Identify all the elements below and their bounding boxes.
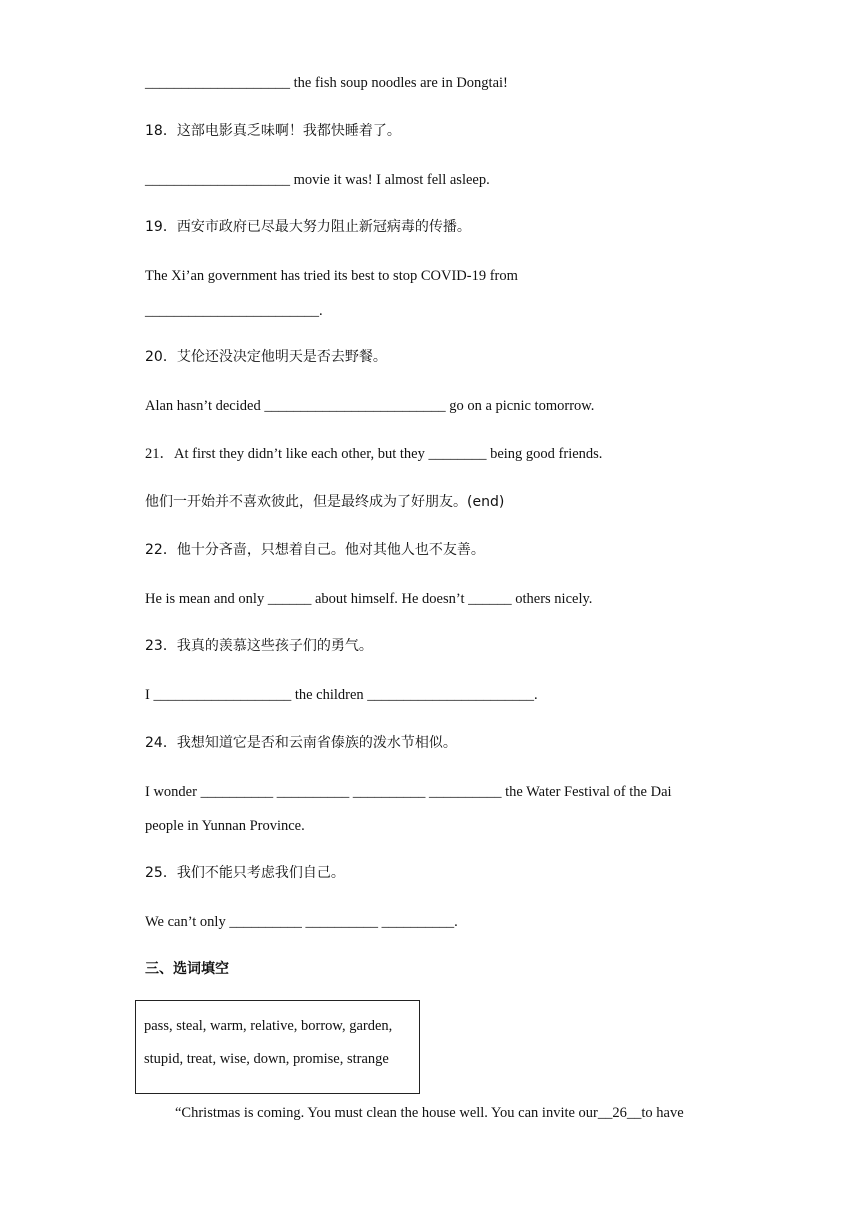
section-heading: 三、选词填空 — [145, 961, 229, 977]
blank-26: __26__ — [597, 1105, 642, 1121]
word-bank-line-1: pass, steal, warm, relative, borrow, garden, — [144, 1018, 393, 1034]
passage-text-after: to have — [641, 1105, 684, 1121]
doc-line: 他们一开始并不喜欢彼此，但是最终成为了好朋友。(end) — [145, 494, 505, 510]
doc-line: ________________________. — [145, 303, 323, 319]
doc-line: ____________________ the fish soup noodles are in Dongtai! — [145, 75, 508, 91]
doc-line: 20．艾伦还没决定他明天是否去野餐。 — [145, 349, 387, 365]
doc-line: He is mean and only ______ about himself. He doesn’t ______ others nicely. — [145, 591, 593, 607]
doc-line: I ___________________ the children _______________________. — [145, 687, 538, 703]
word-bank-box — [135, 1000, 420, 1094]
doc-line: people in Yunnan Province. — [145, 818, 305, 834]
word-bank-line-2: stupid, treat, wise, down, promise, strange — [144, 1051, 389, 1067]
passage-text-before: “Christmas is coming. You must clean the house well. You can invite our — [175, 1105, 598, 1121]
doc-line: The Xi’an government has tried its best to stop COVID-19 from — [145, 268, 518, 284]
doc-line: Alan hasn’t decided _________________________ go on a picnic tomorrow. — [145, 398, 595, 414]
doc-line: 23．我真的羡慕这些孩子们的勇气。 — [145, 638, 373, 654]
doc-line: I wonder __________ __________ __________ __________ the Water Festival of the Dai — [145, 784, 672, 800]
passage-line — [175, 1106, 684, 1121]
doc-line: We can’t only __________ __________ __________. — [145, 914, 458, 930]
doc-line: ____________________ movie it was! I almost fell asleep. — [145, 172, 490, 188]
doc-line: 19．西安市政府已尽最大努力阻止新冠病毒的传播。 — [145, 219, 471, 235]
doc-line: 21．At first they didn’t like each other, but they ________ being good friends. — [145, 446, 603, 462]
doc-line: 24．我想知道它是否和云南省傣族的泼水节相似。 — [145, 735, 457, 751]
doc-line: 25．我们不能只考虑我们自己。 — [145, 865, 345, 881]
doc-line: 18．这部电影真乏味啊！我都快睡着了。 — [145, 123, 401, 139]
doc-line: 22．他十分吝啬，只想着自己。他对其他人也不友善。 — [145, 542, 485, 558]
